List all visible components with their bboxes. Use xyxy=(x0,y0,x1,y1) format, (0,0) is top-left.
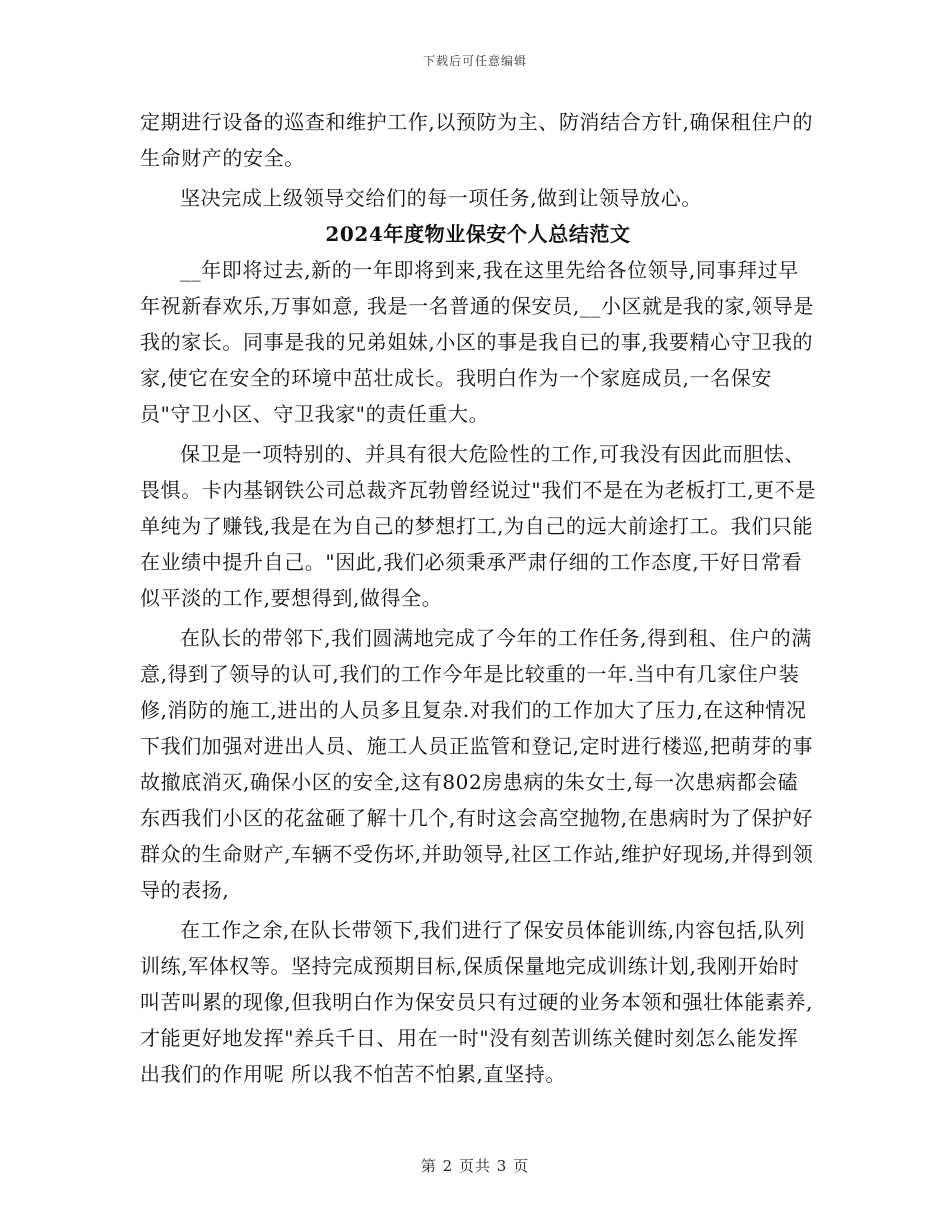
paragraph: 坚决完成上级领导交给们的每一项任务,做到让领导放心。 xyxy=(180,186,702,210)
paragraph: 保卫是一项特别的、并具有很大危险性的工作,可我没有因此而胆怯、畏惧。卡内基钢铁公司总裁齐瓦勃曾经说过"我们不是在为老板打工,更不是单纯为了赚钱,我是在为自己的梦想打工,为自己的远大前途打工。我们只能在业绩中提升自己。"因此,我们必须秉承严肃仔细的工作态度,干好日常看似平淡的工作,要想得到,做得全。 xyxy=(140,442,816,610)
paragraph: 定期进行设备的巡查和维护工作,以预防为主、防消结合方针,确保租住户的生命财产的安全。 xyxy=(140,110,814,170)
document-body xyxy=(140,104,816,1092)
page-footer: 第 2 页共 3 页 xyxy=(420,1157,530,1175)
page-header: 下载后可任意编辑 xyxy=(422,54,527,68)
paragraph: 在队长的带邻下,我们圆满地完成了今年的工作任务,得到租、住户的满意,得到了领导的认可,我们的工作今年是比较重的一年.当中有几家住户装修,消防的施工,进出的人员多且复杂.对我们的工作加大了压力,在这种情况下我们加强对进出人员、施工人员正监管和登记,定时进行楼巡,把萌芽的事故撤底消灭,确保小区的安全,这有802房患病的朱女士,每一次患病都会磕东西我们小区的花盆砸了解十几个,有时这会高空抛物,在患病时为了保护好群众的生命财产,车辆不受伤坏,并助领导,社区工作站,维护好现场,并得到领导的表扬, xyxy=(140,626,814,902)
document-title: 2024年度物业保安个人总结范文 xyxy=(325,222,631,246)
paragraph: 在工作之余,在队长带领下,我们进行了保安员体能训练,内容包括,队列训练,军体权等。坚持完成预期目标,保质保量地完成训练计划,我刚开始时叫苦叫累的现像,但我明白作为保安员只有过硬的业务本领和强壮体能素养,才能更好地发挥"养兵千日、用在一时"没有刻苦训练关健时刻怎么能发挥出我们的作用呢 所以我不怕苦不怕累,直坚持。 xyxy=(140,918,814,1086)
paragraph: __年即将过去,新的一年即将到来,我在这里先给各位领导,同事拜过早年祝新春欢乐,万事如意, 我是一名普通的保安员,__小区就是我的家,领导是我的家长。同事是我的兄弟姐妹,小区的事是我自已的事,我要精心守卫我的家,使它在安全的环境中茁壮成长。我明白作为一个家庭成员,一名保安员"守卫小区、守卫我家"的责任重大。 xyxy=(140,258,814,426)
